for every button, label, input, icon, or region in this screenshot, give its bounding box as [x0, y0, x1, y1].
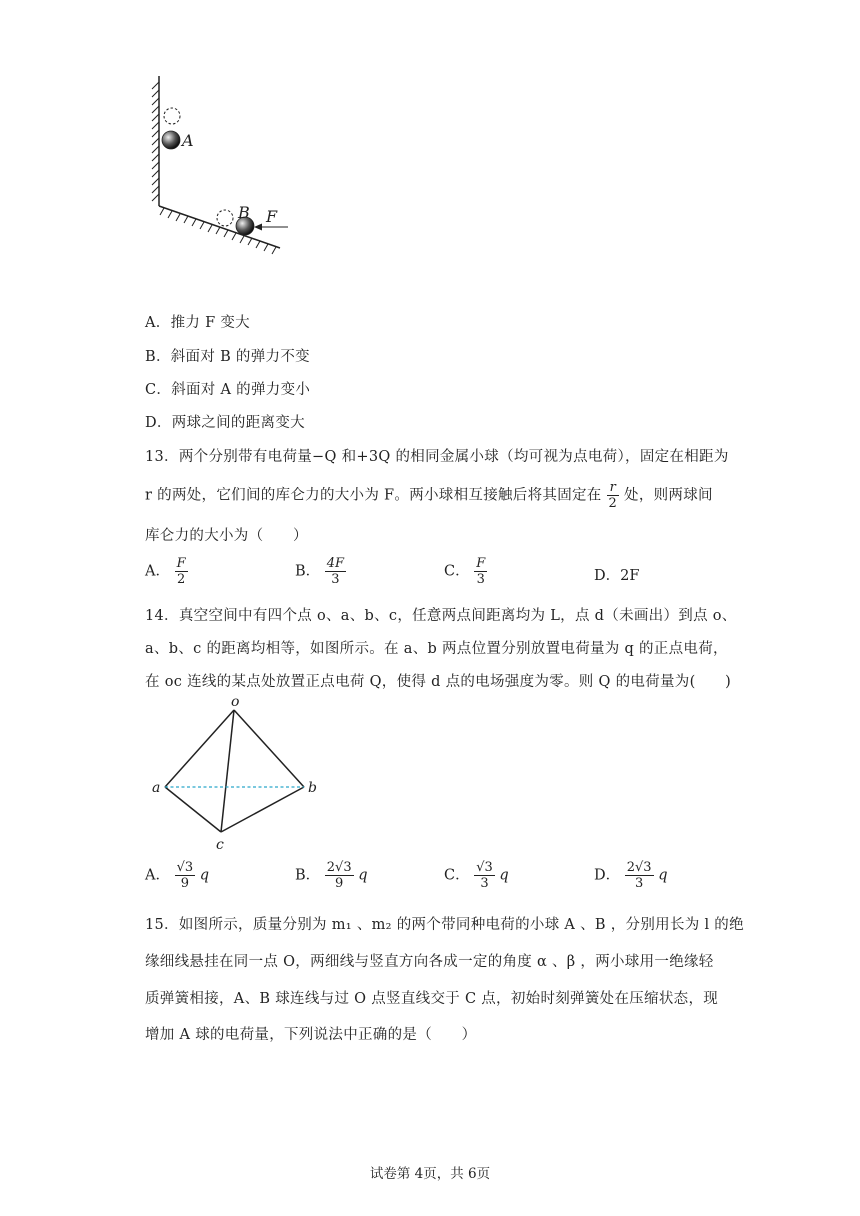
- q14-opt-b-suffix: q: [358, 867, 368, 884]
- q14-opt-a-den: 9: [180, 876, 190, 891]
- q13-option-b: [295, 556, 346, 587]
- q13-opt-b-label: B．: [295, 563, 321, 580]
- q14-opt-c-suffix: q: [499, 867, 509, 884]
- q14-opt-c-num: √3: [476, 860, 493, 875]
- q13-opt-a-label: A．: [145, 563, 170, 580]
- q13-option-a: [145, 556, 188, 587]
- q14-opt-a-label: A．: [145, 867, 170, 884]
- q13-opt-a-num: F: [176, 556, 186, 571]
- q14-opt-b-num: 2√3: [326, 860, 352, 875]
- q13-opt-c-label: C．: [444, 563, 470, 580]
- q13-opt-a-den: 2: [176, 572, 186, 587]
- q14-opt-d-suffix: q: [658, 867, 668, 884]
- q12-option-c: C．斜面对 A 的弹力变小: [145, 382, 311, 398]
- q13-option-c: [444, 556, 487, 587]
- q14-stem-line3: 在 oc 连线的某点处放置正点电荷 Q，使得 d 点的电场强度为零。则 Q 的电荷量为( ): [145, 674, 732, 690]
- q14-opt-c-label: C．: [444, 867, 470, 884]
- q12-option-a: A．推力 F 变大: [145, 315, 250, 331]
- vertex-c-label: c: [216, 837, 224, 853]
- q14-opt-a-num: √3: [176, 860, 194, 875]
- q13-frac-num: r: [607, 480, 620, 496]
- q13-opt-c-den: 3: [476, 572, 485, 587]
- q14-opt-a-suffix: q: [199, 867, 210, 884]
- ball-b-label: B: [238, 203, 250, 222]
- q14-opt-d-label: D．: [594, 867, 621, 884]
- q14-option-c: [444, 860, 509, 891]
- q15-stem-line4: 增加 A 球的电荷量，下列说法中正确的是（ ）: [145, 1027, 477, 1043]
- q14-option-d: [594, 860, 667, 891]
- q13-stem-line1: 13．两个分别带有电荷量−Q 和+3Q 的相同金属小球（均可视为点电荷），固定在相距为: [145, 449, 729, 465]
- q13-frac-den: 2: [608, 496, 618, 511]
- q15-stem-line2: 缘细线悬挂在同一点 O，两细线与竖直方向各成一定的角度 α 、β ，两小球用一绝缘轻: [145, 954, 714, 970]
- q14-opt-b-label: B．: [295, 867, 321, 884]
- q14-opt-d-den: 3: [635, 876, 644, 891]
- q13-fraction-r-over-2: [607, 480, 620, 511]
- wall-incline-figure: [150, 70, 300, 260]
- q13-line2-pre: r 的两处，它们间的库仑力的大小为 F。两小球相互接触后将其固定在: [145, 487, 602, 504]
- vertex-a-label: a: [152, 780, 161, 796]
- force-f-label: F: [266, 207, 278, 226]
- vertex-o-label: o: [231, 694, 240, 710]
- q14-stem-line2: a、b、c 的距离均相等，如图所示。在 a、b 两点位置分别放置电荷量为 q 的正点电荷，: [145, 641, 728, 657]
- page-footer: 试卷第 4页，共 6页: [369, 1166, 491, 1182]
- q14-opt-b-den: 9: [335, 876, 344, 891]
- q15-stem-line1: 15．如图所示，质量分别为 m₁ 、m₂ 的两个带同种电荷的小球 A 、B ，分别用长为 l 的绝: [145, 917, 744, 933]
- q14-opt-c-den: 3: [480, 876, 489, 891]
- q13-opt-b-den: 3: [331, 572, 340, 587]
- vertex-b-label: b: [308, 780, 317, 796]
- q13-option-d: D．2F: [594, 568, 640, 584]
- q13-stem-line2: [145, 480, 713, 511]
- tetrahedron-figure: [145, 692, 335, 857]
- q12-option-b: B．斜面对 B 的弹力不变: [145, 349, 310, 365]
- q13-opt-c-num: F: [476, 556, 486, 571]
- ball-a-label: A: [182, 131, 194, 150]
- q14-option-b: [295, 860, 368, 891]
- q14-opt-d-num: 2√3: [626, 860, 652, 875]
- q14-option-a: [145, 860, 209, 891]
- q13-opt-b-num: 4F: [326, 556, 345, 571]
- q15-stem-line3: 质弹簧相接，A、B 球连线与过 O 点竖直线交于 C 点，初始时刻弹簧处在压缩状态，现: [145, 991, 719, 1007]
- q14-stem-line1: 14．真空空间中有四个点 o、a、b、c，任意两点间距离均为 L，点 d（未画出）到点 o、: [145, 608, 737, 624]
- q13-stem-line3: 库仑力的大小为（ ）: [145, 528, 308, 544]
- q13-line2-post: 处，则两球间: [624, 487, 713, 504]
- q12-option-d: D．两球之间的距离变大: [145, 415, 305, 431]
